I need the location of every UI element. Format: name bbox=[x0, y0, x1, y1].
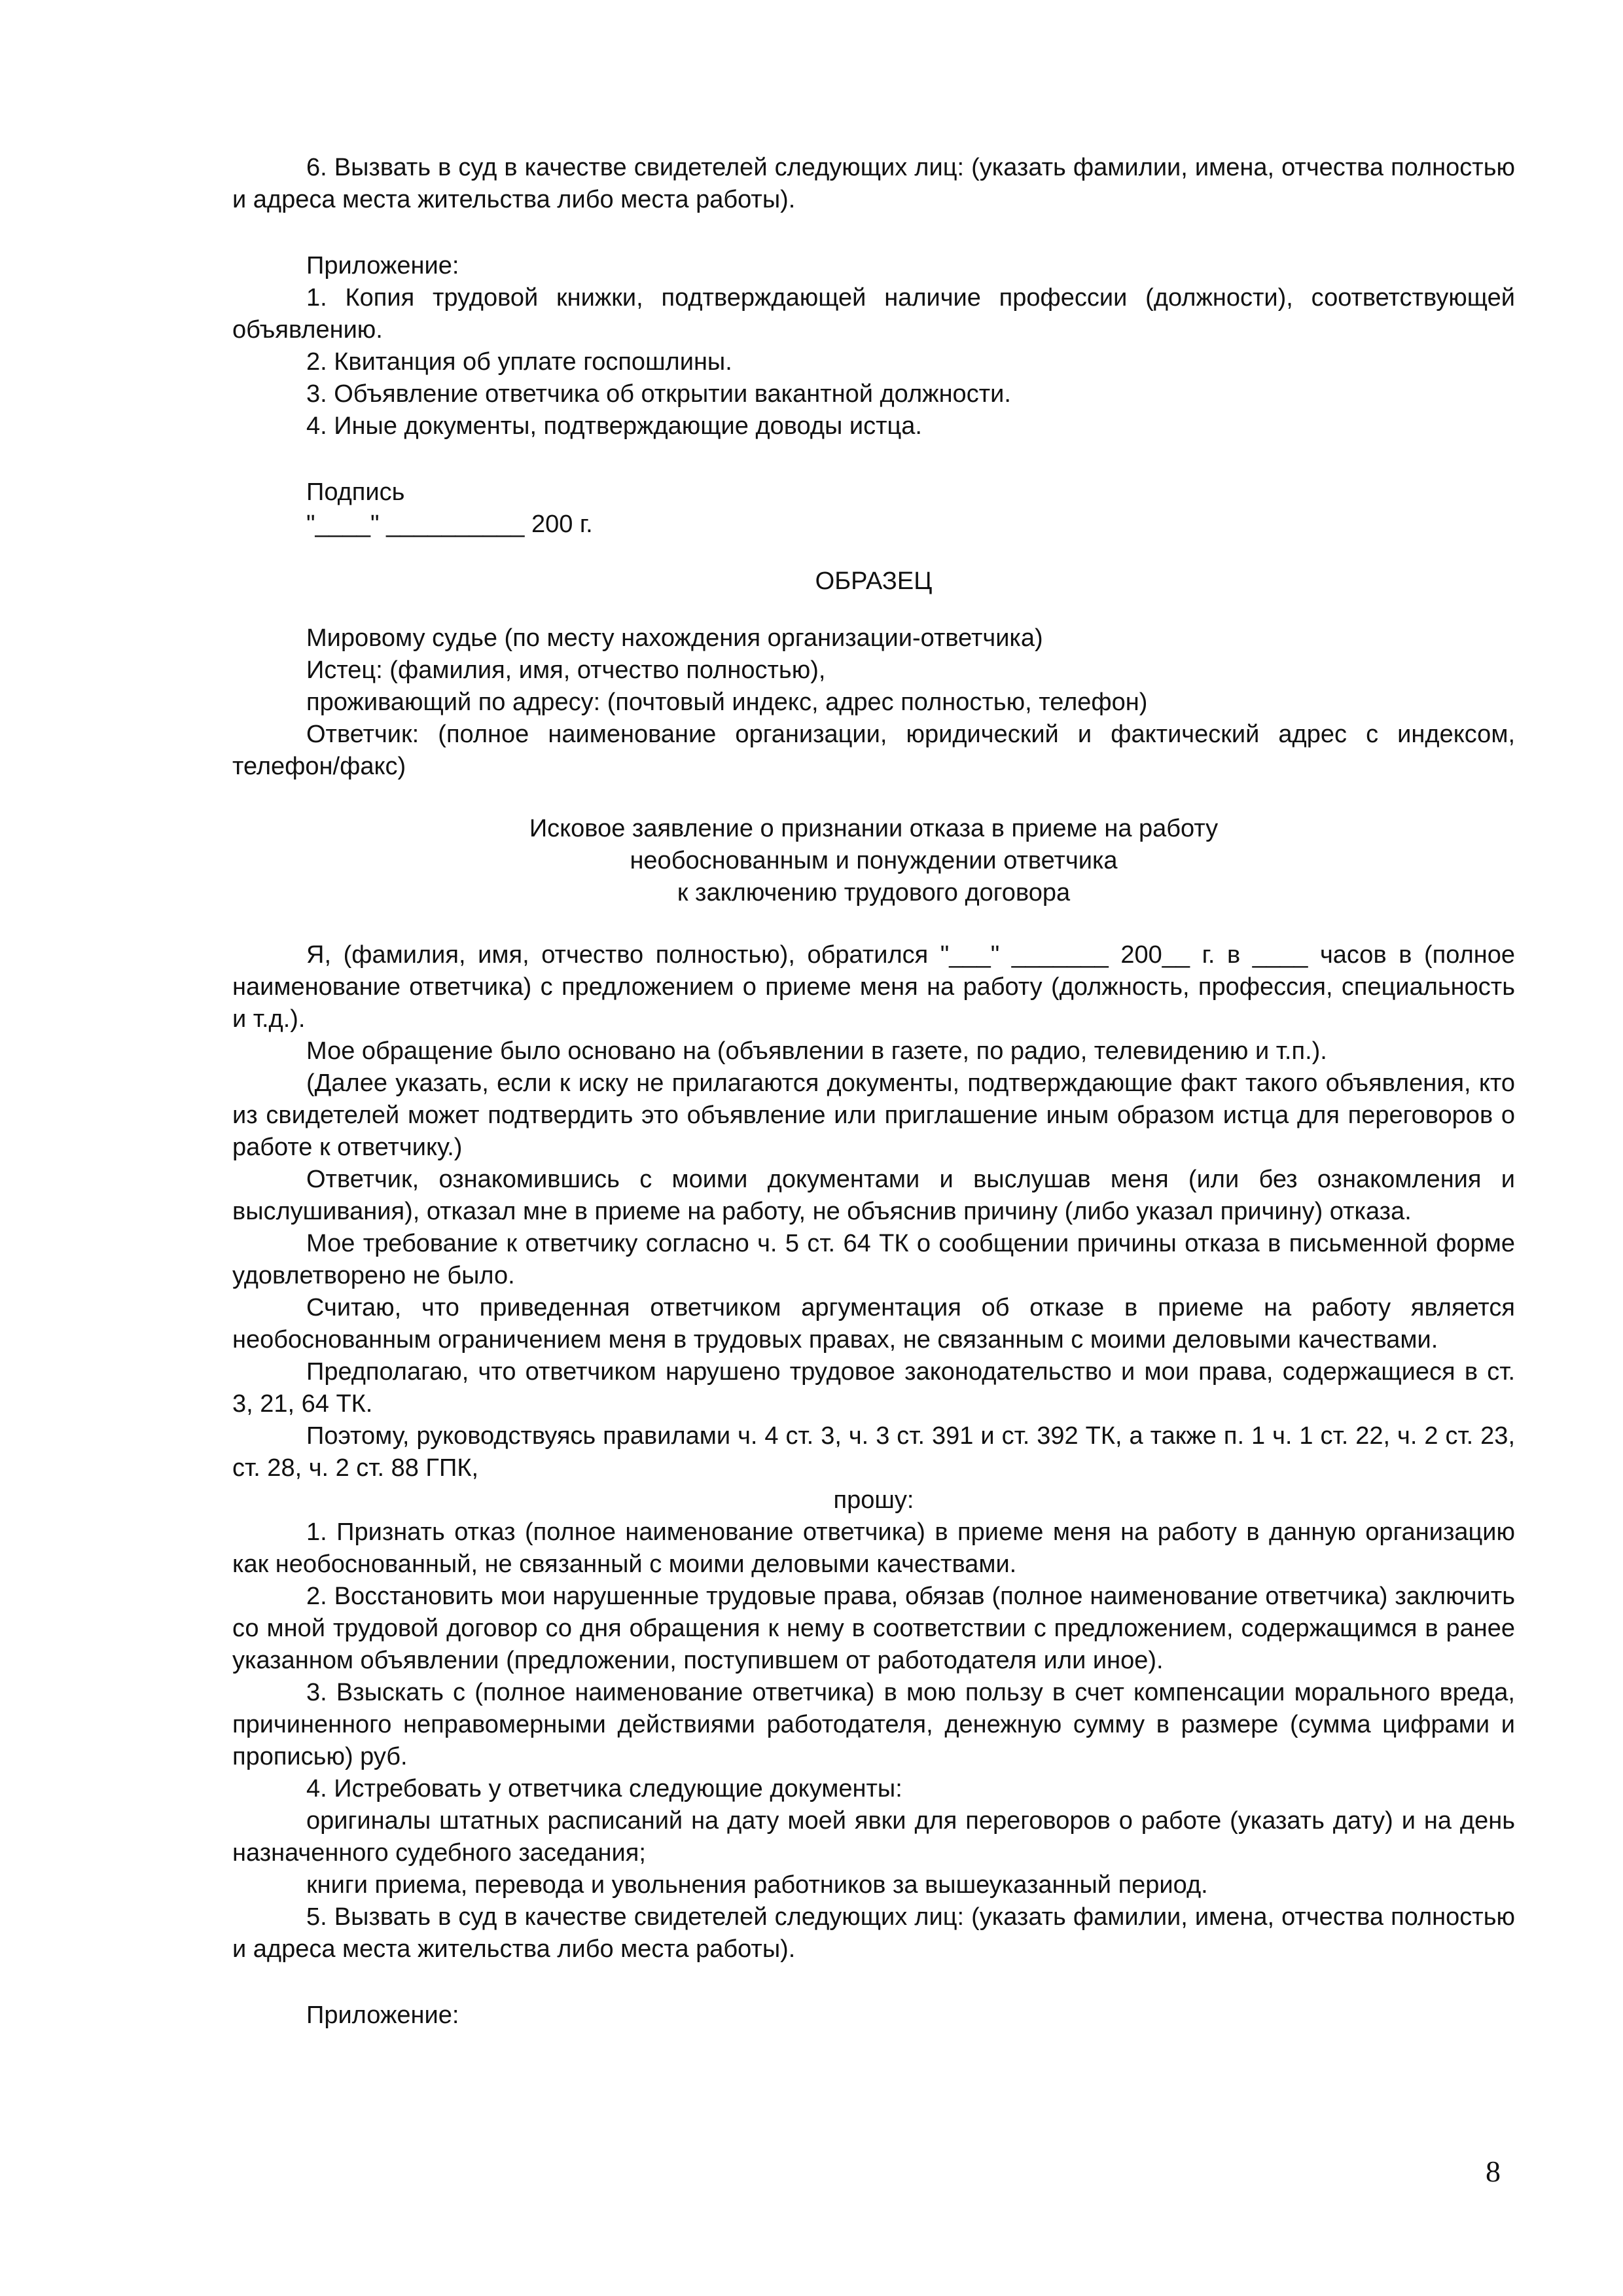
body-paragraph: Считаю, что приведенная ответчиком аргументация об отказе в приеме на работу является необоснованным ограничением меня в трудовых правах, не связанным с моими деловыми качествами. bbox=[232, 1294, 1515, 1354]
claim-title-line: необоснованным и понуждении ответчика bbox=[630, 847, 1118, 874]
body-paragraph: Мое обращение было основано на (объявлении в газете, по радио, телевидению и т.п.). bbox=[306, 1037, 1327, 1065]
claim-title-line: Исковое заявление о признании отказа в приеме на работу bbox=[529, 815, 1219, 842]
request-item: 3. Взыскать с (полное наименование ответчика) в мою пользу в счет компенсации морального вреда, причиненного неправомерными действиями работодателя, денежную сумму в размере (сумма цифрами и прописью) руб. bbox=[232, 1679, 1515, 1770]
request-word: прошу: bbox=[833, 1486, 914, 1514]
appendix-item: 3. Объявление ответчика об открытии вакантной должности. bbox=[306, 380, 1011, 408]
appendix-heading: Приложение: bbox=[306, 252, 459, 279]
appendix-item: 1. Копия трудовой книжки, подтверждающей наличие профессии (должности), соответствующей объявлению. bbox=[232, 284, 1515, 344]
final-appendix-heading: Приложение: bbox=[306, 2001, 459, 2029]
body-paragraph: Мое требование к ответчику согласно ч. 5 ст. 64 ТК о сообщении причины отказа в письменной форме удовлетворено не было. bbox=[232, 1230, 1515, 1289]
plaintiff-line: Истец: (фамилия, имя, отчество полностью), bbox=[306, 656, 826, 684]
addressee-line: Мировому судье (по месту нахождения организации-ответчика) bbox=[306, 624, 1043, 652]
body-paragraph: Ответчик, ознакомившись с моими документами и выслушав меня (или без ознакомления и выслушивания), отказал мне в приеме на работу, не объяснив причину (либо указал причину) отказа. bbox=[232, 1166, 1515, 1225]
plaintiff-address-line: проживающий по адресу: (почтовый индекс, адрес полностью, телефон) bbox=[306, 689, 1148, 716]
request-item: оригиналы штатных расписаний на дату моей явки для переговоров о работе (указать дату) и на день назначенного судебного заседания; bbox=[232, 1807, 1515, 1867]
body-paragraph: (Далее указать, если к иску не прилагаются документы, подтверждающие факт такого объявления, кто из свидетелей может подтвердить это объявление или приглашение иным образом истца для переговоров о работе к ответчику.) bbox=[232, 1069, 1515, 1161]
sample-title: ОБРАЗЕЦ bbox=[815, 567, 933, 595]
document-page bbox=[232, 152, 1515, 2032]
claim-title-line: к заключению трудового договора bbox=[677, 879, 1071, 906]
defendant-line: Ответчик: (полное наименование организации, юридический и фактический адрес с индексом, телефон/факс) bbox=[232, 721, 1515, 780]
body-paragraph: Поэтому, руководствуясь правилами ч. 4 ст. 3, ч. 3 ст. 391 и ст. 392 ТК, а также п. 1 ч. 1 ст. 22, ч. 2 ст. 23, ст. 28, ч. 2 ст. 88 ГПК, bbox=[232, 1422, 1515, 1482]
request-item: книги приема, перевода и увольнения работников за вышеуказанный период. bbox=[306, 1871, 1208, 1899]
request-item: 2. Восстановить мои нарушенные трудовые права, обязав (полное наименование ответчика) заключить со мной трудовой договор со дня обращения к нему в соответствии с предложением, содержащимся в ранее указанном объявлении (предложении, поступившем от работодателя или иное). bbox=[232, 1583, 1515, 1674]
body-paragraph: Я, (фамилия, имя, отчество полностью), обратился "___" _______ 200__ г. в ____ часов в (полное наименование ответчика) с предложением о приеме меня на работу (должность, профессия, специальность и т.д.). bbox=[232, 941, 1515, 1033]
body-paragraph: Предполагаю, что ответчиком нарушено трудовое законодательство и мои права, содержащиеся в ст. 3, 21, 64 ТК. bbox=[232, 1358, 1515, 1418]
page-number: 8 bbox=[1486, 2155, 1501, 2188]
appendix-item: 2. Квитанция об уплате госпошлины. bbox=[306, 348, 732, 376]
date-line: "____" __________ 200 г. bbox=[306, 511, 593, 538]
signature-label: Подпись bbox=[306, 478, 405, 506]
request-item: 1. Признать отказ (полное наименование ответчика) в приеме меня на работу в данную организацию как необоснованный, не связанный с моими деловыми качествами. bbox=[232, 1518, 1515, 1578]
appendix-item: 4. Иные документы, подтверждающие доводы истца. bbox=[306, 412, 922, 440]
request-item: 4. Истребовать у ответчика следующие документы: bbox=[306, 1775, 902, 1803]
paragraph-summon-witnesses: 6. Вызвать в суд в качестве свидетелей следующих лиц: (указать фамилии, имена, отчества полностью и адреса места жительства либо места работы). bbox=[232, 154, 1515, 213]
request-item: 5. Вызвать в суд в качестве свидетелей следующих лиц: (указать фамилии, имена, отчества полностью и адреса места жительства либо места работы). bbox=[232, 1903, 1515, 1963]
